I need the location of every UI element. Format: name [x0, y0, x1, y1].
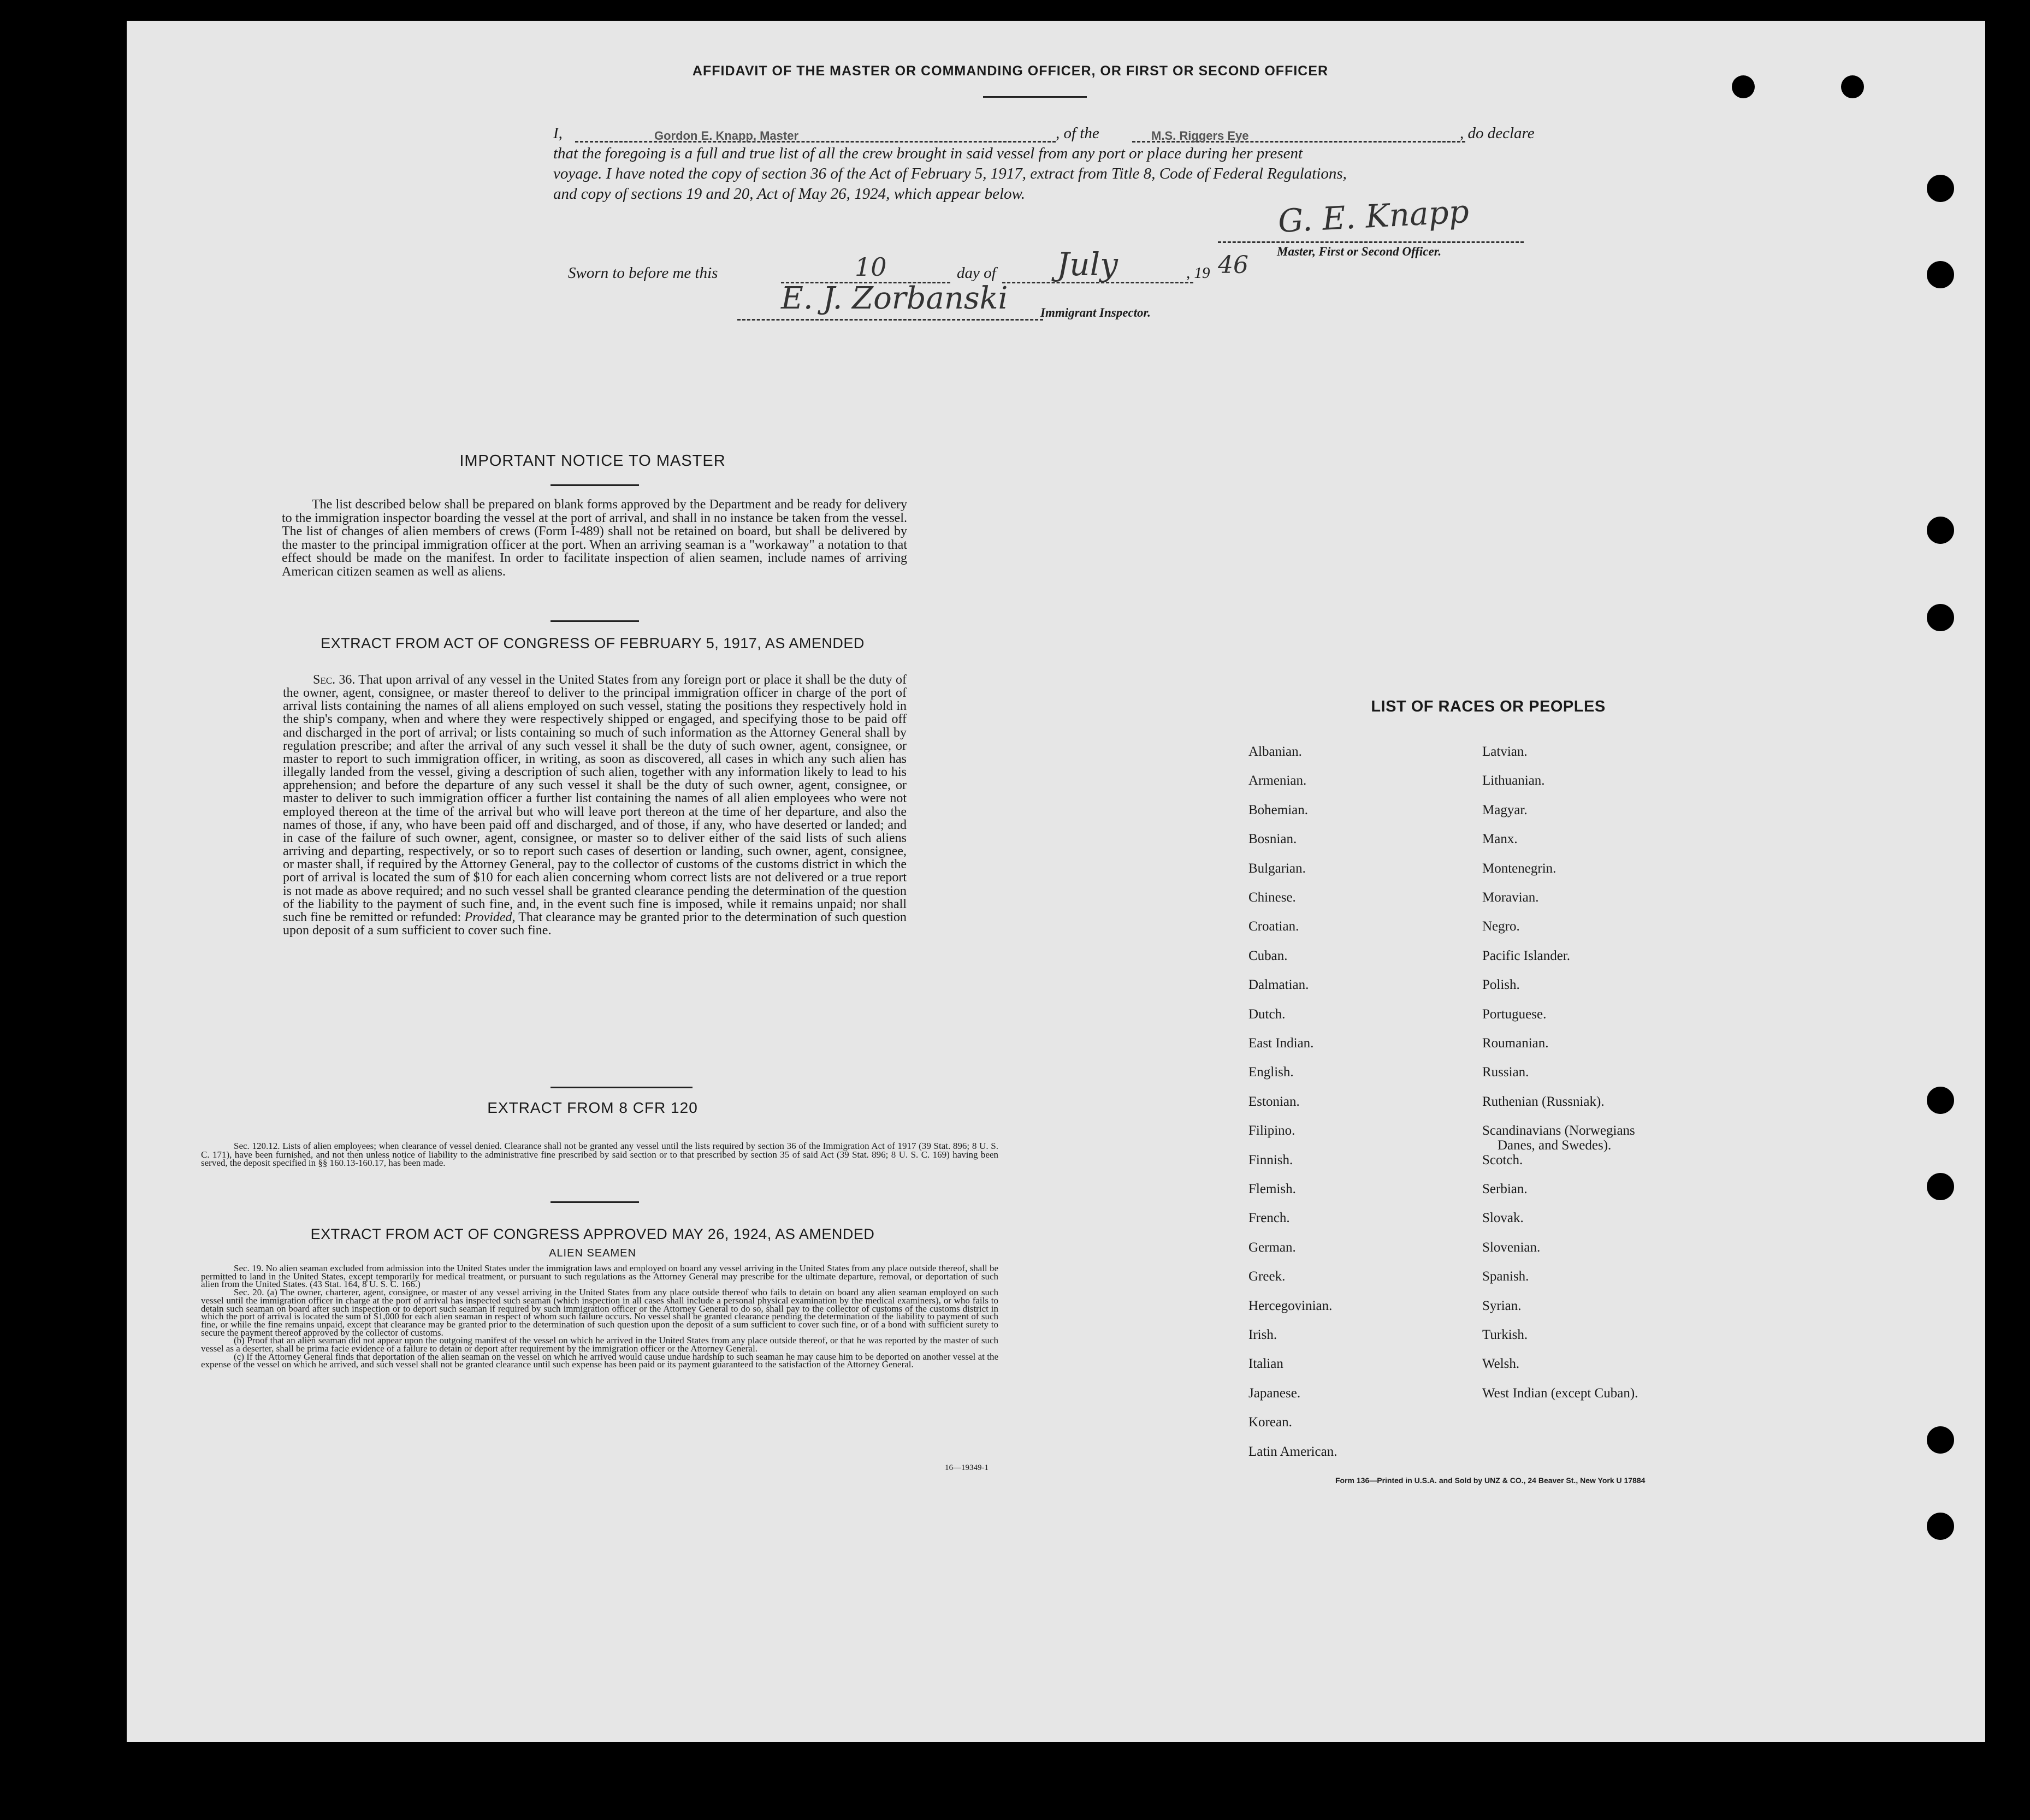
- extract-1924-text: [201, 1265, 998, 1369]
- extract-cfr-text: Sec. 120.12. Lists of alien employees; when clearance of vessel denied. Clearance shall not be granted any vessel until the lists required by section 36 of the Immigration Act of 1917 (39 Stat. 896; 8 U. S. C. 171), have been furnished, and not then unless notice of liability to the administrative fine prescribed by said section or to that prescribed by section 35 of said Act (39 Stat. 896; 8 U. S. C. 169) having been served, the deposit specified in §§ 160.13-160.17, has been made.: [201, 1141, 998, 1168]
- races-title: LIST OF RACES OR PEOPLES: [1371, 698, 1606, 715]
- race-item: Bohemian.: [1248, 802, 1309, 817]
- race-item: West Indian (except Cuban).: [1482, 1385, 1638, 1401]
- race-item: Russian.: [1482, 1065, 1529, 1080]
- inspector-signature: E. J. Zorbanski: [781, 281, 1008, 316]
- notice-title: IMPORTANT NOTICE TO MASTER: [459, 452, 726, 470]
- race-item: Manx.: [1482, 832, 1518, 847]
- punch-hole-9: [1927, 1426, 1954, 1454]
- race-item: Magyar.: [1482, 802, 1528, 817]
- master-signature-label: Master, First or Second Officer.: [1277, 245, 1442, 258]
- race-item: Moravian.: [1482, 890, 1539, 905]
- notice-text: The list described below shall be prepared on blank forms approved by the Department and be ready for delivery to the immigration inspector boarding the vessel at the port of arrival, and shall in no instance be taken from the vessel. The list of changes of alien members of crews (Form I-489) shall not be retained on board, but shall be delivered by the master to the principal immigration officer at the port. When an arriving seaman is a "workaway" a notation to that effect should be made on the manifest. In order to facilitate inspection of alien seamen, include names of arriving American citizen seamen as well as aliens.: [282, 497, 907, 579]
- race-item-continuation: Danes, and Swedes).: [1498, 1138, 1612, 1153]
- affidavit-line-4: and copy of sections 19 and 20, Act of May 26, 1924, which appear below.: [553, 185, 1025, 203]
- sec-36-proviso: That clearance may be granted prior to the determination of such question upon deposit of a sum sufficient to cover such fine.: [283, 910, 907, 938]
- sec-20c-text: (c) If the Attorney General finds that deportation of the alien seaman on the vessel on which he arrived would cause undue hardship to such seaman he may cause him to be deported on another vessel at the expense of the vessel on which he arrived, and such vessel shall not be granted clearance until such expense has been paid or its payment guaranteed to the satisfaction of the Attorney General.: [201, 1351, 998, 1370]
- month-field[interactable]: July: [1057, 246, 1118, 283]
- sec-20a-text: Sec. 20. (a) The owner, charterer, agent, consignee, or master of any vessel arriving in the United States from any place outside thereof who fails to detain on board any alien seaman employed on such vessel until the immigration officer in charge at the port of arrival has inspected such seaman (which inspection in all cases shall include a personal physical examination by the medical examiners), or who fails to detain such seaman on board after such inspection or to deport such seaman if required by such immigration officer or the Attorney General to do so, shall pay to the collector of customs of the customs district in which the port of arrival is located the sum of $1,000 for each alien seaman in respect of whom such failure occurs. No vessel shall be granted clearance pending the determination of the liability to payment of such fine, or while the fine remains unpaid, except that clearance may be granted prior to the determination of such question upon the deposit of a sum sufficient to cover such fine, or of a bond with sufficient surety to secure the payment thereof approved by the collector of customs.: [201, 1287, 998, 1338]
- extract-1924-subtitle: ALIEN SEAMEN: [549, 1247, 636, 1259]
- notice-title-rule: [551, 484, 639, 486]
- race-item: Finnish.: [1248, 1152, 1293, 1167]
- extract-1917-text: [283, 673, 907, 937]
- race-item: Spanish.: [1482, 1269, 1529, 1284]
- notice-end-rule: [551, 620, 639, 622]
- affidavit-line-2: that the foregoing is a full and true list of all the crew brought in said vessel from any port or place during her present: [553, 145, 1303, 162]
- inspector-signature-line: [737, 319, 1043, 321]
- race-item: Flemish.: [1248, 1182, 1296, 1196]
- race-item: Montenegrin.: [1482, 861, 1556, 876]
- sec-36-label: Sec. 36.: [313, 673, 356, 687]
- extract-1924-title: EXTRACT FROM ACT OF CONGRESS APPROVED MAY 26, 1924, AS AMENDED: [310, 1226, 875, 1242]
- inspector-label: Immigrant Inspector.: [1040, 306, 1151, 319]
- of-the-label: , of the: [1056, 125, 1099, 142]
- extract-1917-end-rule: [551, 1087, 693, 1088]
- affidavit-title-rule: [983, 96, 1087, 98]
- race-item: Japanese.: [1248, 1385, 1301, 1401]
- race-item: Irish.: [1248, 1327, 1277, 1342]
- race-item: Hercegovinian.: [1248, 1298, 1333, 1313]
- race-item: Lithuanian.: [1482, 773, 1545, 789]
- race-item: Latvian.: [1482, 744, 1528, 759]
- punch-hole-6: [1927, 604, 1954, 631]
- punch-hole-8: [1927, 1173, 1954, 1200]
- race-item: Pacific Islander.: [1482, 948, 1571, 963]
- race-item: Bulgarian.: [1248, 861, 1306, 876]
- race-item: East Indian.: [1248, 1036, 1314, 1051]
- race-item: Armenian.: [1248, 773, 1307, 789]
- master-name-blank: [575, 141, 1056, 143]
- race-item: Estonian.: [1248, 1094, 1300, 1109]
- race-item: Turkish.: [1482, 1327, 1528, 1342]
- master-signature: G. E. Knapp: [1277, 192, 1470, 240]
- provided-label: Provided,: [464, 910, 516, 924]
- affidavit-i-label: I,: [553, 125, 563, 142]
- punch-hole-4: [1927, 261, 1954, 288]
- race-item: Greek.: [1248, 1269, 1286, 1284]
- race-item: Scandinavians (Norwegians: [1482, 1123, 1635, 1139]
- punch-hole-5: [1927, 517, 1954, 544]
- affidavit-text: [553, 123, 1553, 204]
- sec-20b-text: (b) Proof that an alien seaman did not appear upon the outgoing manifest of the vessel on which he arrived in the United States from any place outside thereof, or that he was reported by the master of such vessel as a deserter, shall be prima facie evidence of a failure to detain or deport after requirement by the immigration officer or the Attorney General.: [201, 1335, 998, 1354]
- race-item: French.: [1248, 1211, 1290, 1226]
- race-item: German.: [1248, 1240, 1296, 1255]
- extract-1917-title: EXTRACT FROM ACT OF CONGRESS OF FEBRUARY 5, 1917, AS AMENDED: [321, 635, 865, 651]
- race-item: Dalmatian.: [1248, 977, 1309, 993]
- race-item: Korean.: [1248, 1415, 1292, 1430]
- punch-hole-1: [1732, 75, 1755, 98]
- race-item: Cuban.: [1248, 948, 1288, 963]
- affidavit-title: AFFIDAVIT OF THE MASTER OR COMMANDING OFFICER, OR FIRST OR SECOND OFFICER: [692, 63, 1329, 79]
- sworn-label: Sworn to before me this: [568, 264, 718, 282]
- year-label: , 19: [1186, 264, 1210, 282]
- race-item: Serbian.: [1482, 1182, 1528, 1196]
- extract-cfr-title: EXTRACT FROM 8 CFR 120: [487, 1099, 698, 1116]
- race-item: Albanian.: [1248, 744, 1302, 759]
- extract-cfr-end-rule: [551, 1201, 639, 1203]
- sec-19-text: Sec. 19. No alien seaman excluded from admission into the United States under the immigration laws and employed on board any vessel arriving in the United States from any place outside thereof, shall be permitted to land in the United States, except temporarily for medical treatment, or pursuant to such regulations as the Attorney General may prescribe for the ultimate departure, removal, or deportation of such alien from the United States. (43 Stat. 164, 8 U. S. C. 166.): [201, 1263, 998, 1290]
- punch-hole-2: [1841, 75, 1864, 98]
- race-item: Filipino.: [1248, 1123, 1295, 1139]
- race-item: Latin American.: [1248, 1444, 1337, 1459]
- race-item: English.: [1248, 1065, 1294, 1080]
- race-item: Slovak.: [1482, 1211, 1524, 1226]
- affidavit-line-3: voyage. I have noted the copy of section 36 of the Act of February 5, 1917, extract from Title 8, Code of Federal Regulations,: [553, 165, 1347, 182]
- do-declare-label: , do declare: [1460, 125, 1535, 142]
- form-code-label: 16—19349-1: [945, 1463, 989, 1472]
- race-item: Bosnian.: [1248, 832, 1297, 847]
- race-item: Negro.: [1482, 919, 1520, 934]
- day-field[interactable]: 10: [855, 252, 887, 282]
- race-item: Syrian.: [1482, 1298, 1522, 1313]
- printer-footer: Form 136—Printed in U.S.A. and Sold by UNZ & CO., 24 Beaver St., New York U 17884: [1335, 1476, 1646, 1485]
- affidavit-line-1: [553, 123, 1553, 144]
- vessel-name-field[interactable]: M.S. Riggers Eye: [1151, 129, 1249, 143]
- race-item: Ruthenian (Russniak).: [1482, 1094, 1605, 1109]
- punch-hole-10: [1927, 1513, 1954, 1540]
- race-item: Portuguese.: [1482, 1006, 1547, 1022]
- punch-hole-7: [1927, 1087, 1954, 1114]
- race-item: Chinese.: [1248, 890, 1296, 905]
- race-item: Polish.: [1482, 977, 1520, 993]
- master-signature-line: [1218, 241, 1524, 243]
- race-item: Slovenian.: [1482, 1240, 1541, 1255]
- race-item: Roumanian.: [1482, 1036, 1549, 1051]
- year-field[interactable]: 46: [1218, 251, 1248, 279]
- punch-hole-3: [1927, 175, 1954, 202]
- day-of-label: day of: [957, 264, 996, 282]
- race-item: Scotch.: [1482, 1152, 1523, 1167]
- race-item: Croatian.: [1248, 919, 1299, 934]
- sec-36-body: That upon arrival of any vessel in the United States from any foreign port or place it shall be the duty of the owner, agent, consignee, or master thereof to deliver to the principal immigration officer in charge of the port of arrival lists containing the names of all aliens employed on such vessel, stating the positions they respectively hold in the ship's company, when and where they were respectively shipped or engaged, and specifying those to be paid off and discharged in the port of arrival; or lists containing so much of such information as the Attorney General shall by regulation prescribe; and after the arrival of any such vessel it shall be the duty of such owner, agent, consignee, or master to report to such immigration officer, in writing, as soon as discovered, all cases in which any such alien has illegally landed from the vessel, giving a description of such alien, together with any information likely to lead to his apprehension; and before the departure of any such vessel it shall be the duty of such owner, agent, consignee, or master to deliver to such immigration officer a further list containing the names of all alien employees who were not employed thereon at the time of the arrival but who will leave port thereon at the time of her departure, and also the names of those, if any, who have been paid off and discharged, and of those, if any, who have deserted or landed; and in case of the failure of such owner, agent, consignee, or master so to deliver either of the said lists of such aliens arriving and departing, respectively, or so to report such cases of desertion or landing, such owner, agent, consignee, or master shall, if required by the Attorney General, pay to the collector of customs of the customs district in which the port of arrival is located the sum of $10 for each alien concerning whom correct lists are not delivered or a true report is not made as above required; and no such vessel shall be granted clearance pending the determination of the question of the liability to the payment of such fine, and, in the event such fine is imposed, while it remains unpaid; nor shall such fine be remitted or refunded:: [283, 673, 907, 924]
- race-item: Italian: [1248, 1356, 1283, 1372]
- race-item: Dutch.: [1248, 1006, 1286, 1022]
- master-name-field[interactable]: Gordon E. Knapp, Master: [654, 129, 799, 143]
- race-item: Welsh.: [1482, 1356, 1520, 1372]
